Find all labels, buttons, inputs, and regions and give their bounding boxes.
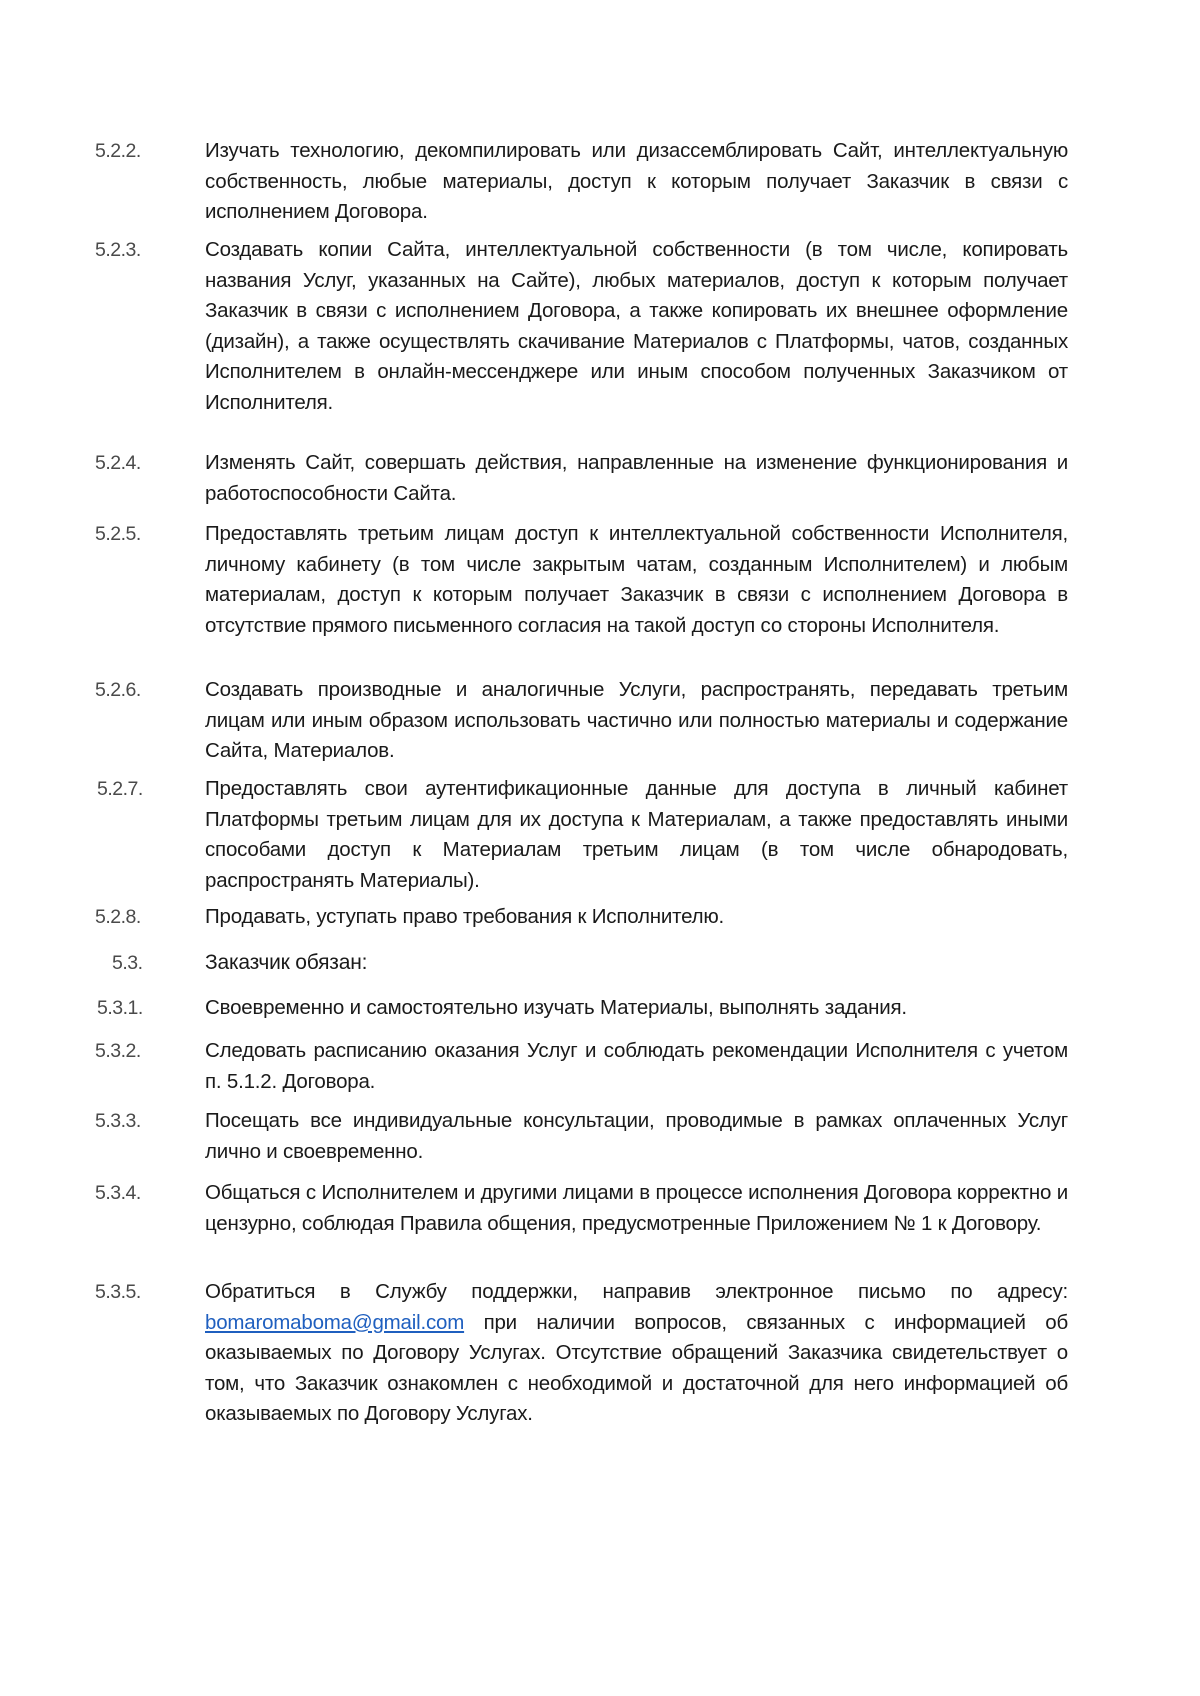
section-number: 5.3.	[112, 952, 143, 974]
clause-text: Предоставлять свои аутентификационные данные для доступа в личный кабинет Платформы третьим лицам для их доступа к Материалам, а также предоставлять иными способами доступ к Материалам третьим лицам (в том числе обнародовать, распространять Материалы).	[205, 777, 1068, 892]
clause-text-after: при наличии вопросов, связанных с информацией об оказываемых по Договору Услугах. Отсутствие обращений Заказчика свидетельствует о том, что Заказчик ознакомлен с необходимой и достаточной для него информацией об оказываемых по Договору Услугах.	[205, 1310, 1068, 1425]
clause-number: 5.3.1.	[97, 997, 143, 1019]
clause-number: 5.2.5.	[95, 523, 141, 545]
clause-number: 5.2.7.	[97, 778, 143, 800]
clause-text: Изучать технологию, декомпилировать или дизассемблировать Сайт, интеллектуальную собственность, любые материалы, доступ к которым получает Заказчик в связи с исполнением Договора.	[205, 139, 1068, 223]
clause-number: 5.2.2.	[95, 140, 141, 162]
clause-text: Создавать копии Сайта, интеллектуальной собственности (в том числе, копировать названия Услуг, указанных на Сайте), любых материалов, доступ к которым получает Заказчик в связи с исполнением Договора, а также копировать их внешнее оформление (дизайн), а также осуществлять скачивание Материалов с Платформы, чатов, созданных Исполнителем в онлайн-мессенджере или иным способом полученных Заказчиком от Исполнителя.	[205, 238, 1068, 414]
clause-text: Следовать расписанию оказания Услуг и соблюдать рекомендации Исполнителя с учетом п. 5.1.2. Договора.	[205, 1039, 1068, 1093]
clause-text: Предоставлять третьим лицам доступ к интеллектуальной собственности Исполнителя, личному кабинету (в том числе закрытым чатам, созданным Исполнителем) и любым материалам, доступ к которым получает Заказчик в связи с исполнением Договора в отсутствие прямого письменного согласия на такой доступ со стороны Исполнителя.	[205, 522, 1068, 637]
clause-number: 5.3.4.	[95, 1182, 141, 1204]
section-heading: Заказчик обязан:	[205, 951, 368, 974]
clause-number: 5.2.8.	[95, 906, 141, 928]
clause-text: Изменять Сайт, совершать действия, направленные на изменение функционирования и работоспособности Сайта.	[205, 451, 1068, 505]
clause-text-before: Обратиться в Службу поддержки, направив электронное письмо по адресу:	[205, 1280, 1068, 1303]
clause-text: Своевременно и самостоятельно изучать Материалы, выполнять задания.	[205, 996, 907, 1019]
clause-number: 5.2.4.	[95, 452, 141, 474]
clause-number: 5.3.2.	[95, 1040, 141, 1062]
support-email-link[interactable]: bomaromaboma@gmail.com	[205, 1310, 465, 1334]
clause-text: Посещать все индивидуальные консультации, проводимые в рамках оплаченных Услуг лично и своевременно.	[205, 1109, 1068, 1163]
clause-number: 5.2.6.	[95, 679, 141, 701]
clause-text: Общаться с Исполнителем и другими лицами в процессе исполнения Договора корректно и цензурно, соблюдая Правила общения, предусмотренные Приложением № 1 к Договору.	[205, 1181, 1068, 1235]
clause-text: Создавать производные и аналогичные Услуги, распространять, передавать третьим лицам или иным образом использовать частично или полностью материалы и содержание Сайта, Материалов.	[205, 678, 1068, 762]
clause-text	[205, 1277, 1068, 1430]
clause-number: 5.3.5.	[95, 1281, 141, 1303]
clause-number: 5.2.3.	[95, 239, 141, 261]
clause-number: 5.3.3.	[95, 1110, 141, 1132]
clause-text: Продавать, уступать право требования к Исполнителю.	[205, 905, 725, 928]
